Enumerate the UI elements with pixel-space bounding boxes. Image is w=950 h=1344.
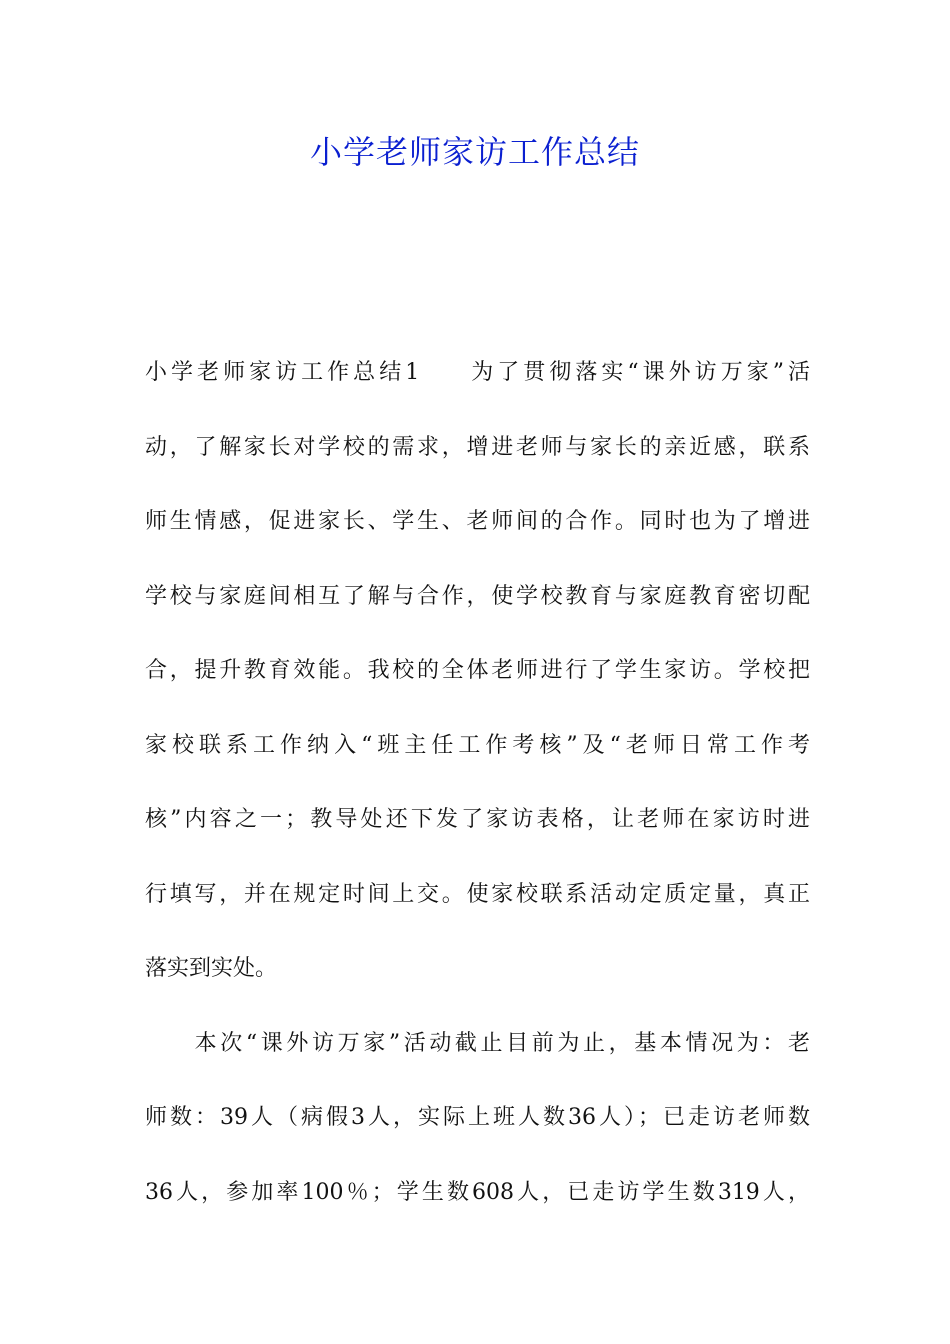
text-line: 师数：39人（病假3人，实际上班人数36人）；已走访老师数 xyxy=(145,1105,810,1130)
text-line: 师生情感，促进家长、学生、老师间的合作。同时也为了增进 xyxy=(145,509,810,534)
section-heading: 小学老师家访工作总结1 xyxy=(145,360,420,385)
text-line: 家校联系工作纳入“班主任工作考核”及“老师日常工作考 xyxy=(145,732,810,758)
document-title: 小学老师家访工作总结 xyxy=(309,133,640,171)
document-body xyxy=(145,336,810,1230)
text-line: 动，了解家长对学校的需求，增进老师与家长的亲近感，联系 xyxy=(145,434,810,460)
text-line-content: 本次“课外访万家”活动截止目前为止，基本情况为：老 xyxy=(191,1030,810,1056)
text-line-content: 为了贯彻落实“课外访万家”活 xyxy=(467,360,811,385)
text-line: 落实到实处。 xyxy=(145,956,278,981)
text-line: 合，提升教育效能。我校的全体老师进行了学生家访。学校把 xyxy=(145,658,810,683)
text-line xyxy=(145,1007,810,1082)
text-line: 学校与家庭间相互了解与合作，使学校教育与家庭教育密切配 xyxy=(145,583,810,609)
text-line: 核”内容之一；教导处还下发了家访表格，让老师在家访时进 xyxy=(145,807,810,832)
text-line: 36人，参加率100％；学生数608人，已走访学生数319人， xyxy=(145,1179,810,1205)
text-line: 行填写，并在规定时间上交。使家校联系活动定质定量，真正 xyxy=(145,881,810,907)
text-line xyxy=(145,336,810,411)
